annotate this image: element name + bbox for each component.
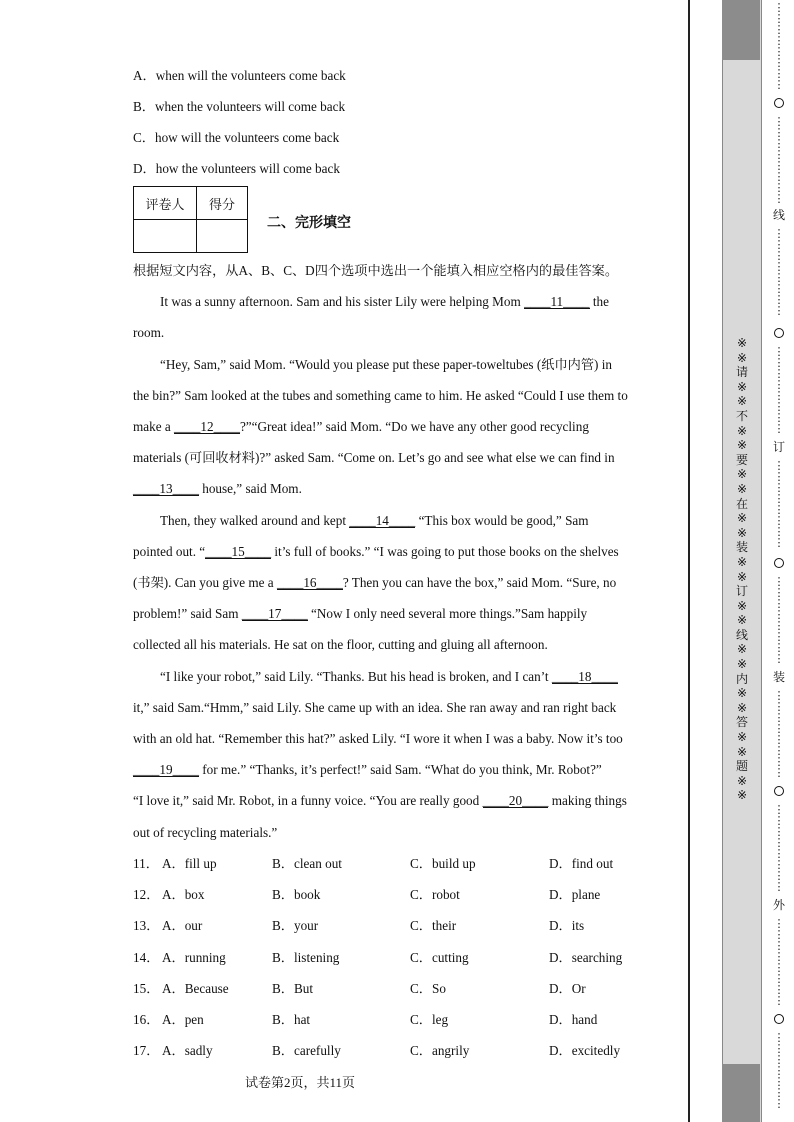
blank-12[interactable]: ____12____ — [174, 419, 240, 434]
passage-line-7: ____13____ house,” said Mom. — [133, 481, 302, 496]
binding-border-line — [688, 0, 690, 1122]
ring-marker — [774, 1014, 784, 1024]
option-a[interactable]: A．pen — [162, 1012, 204, 1027]
passage-line-3: “Hey, Sam,” said Mom. “Would you please put these paper-toweltubes (纸巾内管) in — [160, 357, 612, 372]
passage-line-6: materials (可回收材料)?” asked Sam. “Come on. Let’s go and see what else we can find in — [133, 450, 615, 465]
option-a[interactable]: A．fill up — [162, 856, 217, 871]
binding-dotted-line: ⋮ ⋮ ⋮ ⋮ ⋮ ⋮ ⋮ ⋮ ⋮ ⋮ ⋮ ⋮ ⋮ ⋮ ⋮ ⋮ 线 ⋮ ⋮ ⋮ ⋮ ⋮ ⋮ ⋮ ⋮ ⋮ ⋮ ⋮ ⋮ ⋮ ⋮ ⋮ ⋮ 订 ⋮ ⋮ ⋮ ⋮ ⋮ ⋮ ⋮ ⋮ ⋮ ⋮ ⋮ ⋮ ⋮ ⋮ ⋮ ⋮ 装 ⋮ ⋮ ⋮ ⋮ ⋮ ⋮ ⋮ ⋮ ⋮ ⋮ ⋮ ⋮ ⋮ ⋮ ⋮ ⋮ 外 ⋮ ⋮ ⋮ ⋮ ⋮ ⋮ ⋮ ⋮ ⋮ ⋮ ⋮ ⋮ ⋮ ⋮ ⋮ — [772, 1, 785, 1110]
option-c[interactable]: C．their — [410, 918, 457, 933]
question-number: 14． — [133, 950, 160, 965]
binding-label-xian: 线 — [772, 208, 785, 222]
option-a[interactable]: A．running — [162, 950, 226, 965]
blank-16[interactable]: ____16____ — [276, 575, 343, 590]
blank-15[interactable]: ____15____ — [205, 544, 272, 559]
prev-option-b: B．when the volunteers will come back — [133, 99, 346, 114]
option-b[interactable]: B．hat — [272, 1012, 311, 1027]
ring-marker — [774, 786, 784, 796]
option-b[interactable]: B．But — [272, 981, 314, 996]
option-d[interactable]: D．hand — [549, 1012, 598, 1027]
passage-line-10: (书架). Can you give me a ____16____? Then you can have the box,” said Mom. “Sure, no — [133, 575, 617, 590]
score-table — [133, 186, 248, 253]
score-header: 得分 — [197, 187, 248, 220]
grader-cell[interactable] — [134, 220, 197, 253]
option-c[interactable]: C．build up — [410, 856, 476, 871]
option-b[interactable]: B．listening — [272, 950, 340, 965]
page-footer: 试卷第2页，共11页 — [244, 1075, 356, 1090]
blank-18[interactable]: ____18____ — [551, 669, 618, 684]
option-b[interactable]: B．your — [272, 918, 319, 933]
passage-line-11: problem!” said Sam ____17____ “Now I only need several more things.”Sam happily — [133, 606, 588, 621]
passage-line-5: make a ____12____?”“Great idea!” said Mom. “Do we have any other good recycling — [133, 419, 589, 434]
blank-17[interactable]: ____17____ — [241, 606, 308, 621]
passage-line-15: with an old hat. “Remember this hat?” asked Lily. “I wore it when I was a baby. Now it’s too — [133, 731, 623, 746]
instruction: 根据短文内容，从A、B、C、D四个选项中选出一个能填入相应空格内的最佳答案。 — [133, 263, 619, 278]
option-c[interactable]: C．cutting — [410, 950, 469, 965]
question-number: 16． — [133, 1012, 160, 1027]
ring-marker — [774, 558, 784, 568]
binding-notice: ※※请※※不※※要※※在※※装※※订※※线※※内※※答※※题※※ — [735, 336, 748, 803]
option-c[interactable]: C．leg — [410, 1012, 449, 1027]
passage-line-2: room. — [133, 325, 165, 340]
option-a[interactable]: A．sadly — [162, 1043, 213, 1058]
passage-line-9: pointed out. “____15____ it’s full of books.” “I was going to put those books on the shelves — [133, 544, 619, 559]
prev-option-d: D．how the volunteers will come back — [133, 161, 340, 176]
option-a[interactable]: A．Because — [162, 981, 229, 996]
blank-20[interactable]: ____20____ — [482, 793, 549, 808]
section-title: 二、完形填空 — [267, 215, 351, 231]
option-d[interactable]: D．Or — [549, 981, 586, 996]
binding-label-zhuang: 装 — [772, 670, 785, 684]
question-number: 11． — [133, 856, 159, 871]
option-d[interactable]: D．find out — [549, 856, 614, 871]
question-number: 13． — [133, 918, 160, 933]
option-b[interactable]: B．book — [272, 887, 321, 902]
option-c[interactable]: C．So — [410, 981, 446, 996]
passage-line-12: collected all his materials. He sat on the floor, cutting and gluing all afternoon. — [133, 637, 548, 652]
option-b[interactable]: B．carefully — [272, 1043, 341, 1058]
option-d[interactable]: D．searching — [549, 950, 623, 965]
blank-14[interactable]: ____14____ — [349, 513, 416, 528]
binding-label-wai: 外 — [772, 898, 785, 912]
grader-header: 评卷人 — [134, 187, 197, 220]
blank-13[interactable]: ____13____ — [133, 481, 199, 496]
passage-line-18: out of recycling materials.” — [133, 825, 278, 840]
option-b[interactable]: B．clean out — [272, 856, 342, 871]
blank-19[interactable]: ____19____ — [133, 762, 199, 777]
binding-label-ding: 订 — [772, 440, 785, 454]
question-number: 12． — [133, 887, 160, 902]
passage-line-4: the bin?” Sam looked at the tubes and something came to him. He asked “Could I use them to — [133, 388, 628, 403]
passage-line-1: It was a sunny afternoon. Sam and his sister Lily were helping Mom ____11____ the — [160, 294, 609, 309]
passage-line-13: “I like your robot,” said Lily. “Thanks. But his head is broken, and I can’t ____18____ — [160, 669, 618, 684]
passage-line-14: it,” said Sam.“Hmm,” said Lily. She came up with an idea. She ran away and ran right back — [133, 700, 617, 715]
blank-11[interactable]: ____11____ — [524, 294, 590, 309]
option-d[interactable]: D．plane — [549, 887, 601, 902]
binding-strip-top-block — [722, 0, 760, 60]
passage-line-16: ____19____ for me.” “Thanks, it’s perfect!” said Sam. “What do you think, Mr. Robot?” — [133, 762, 602, 777]
passage-line-17: “I love it,” said Mr. Robot, in a funny voice. “You are really good ____20____ making things — [133, 793, 627, 808]
option-d[interactable]: D．its — [549, 918, 585, 933]
score-cell[interactable] — [197, 220, 248, 253]
prev-option-c: C．how will the volunteers come back — [133, 130, 340, 145]
question-number: 17． — [133, 1043, 160, 1058]
option-a[interactable]: A．our — [162, 918, 203, 933]
passage-line-8: Then, they walked around and kept ____14____ “This box would be good,” Sam — [160, 513, 589, 528]
ring-marker — [774, 98, 784, 108]
option-c[interactable]: C．angrily — [410, 1043, 470, 1058]
binding-strip-bottom-block — [722, 1064, 760, 1122]
option-c[interactable]: C．robot — [410, 887, 460, 902]
prev-option-a: A．when will the volunteers come back — [133, 68, 346, 83]
option-d[interactable]: D．excitedly — [549, 1043, 621, 1058]
question-number: 15． — [133, 981, 160, 996]
option-a[interactable]: A．box — [162, 887, 205, 902]
ring-marker — [774, 328, 784, 338]
